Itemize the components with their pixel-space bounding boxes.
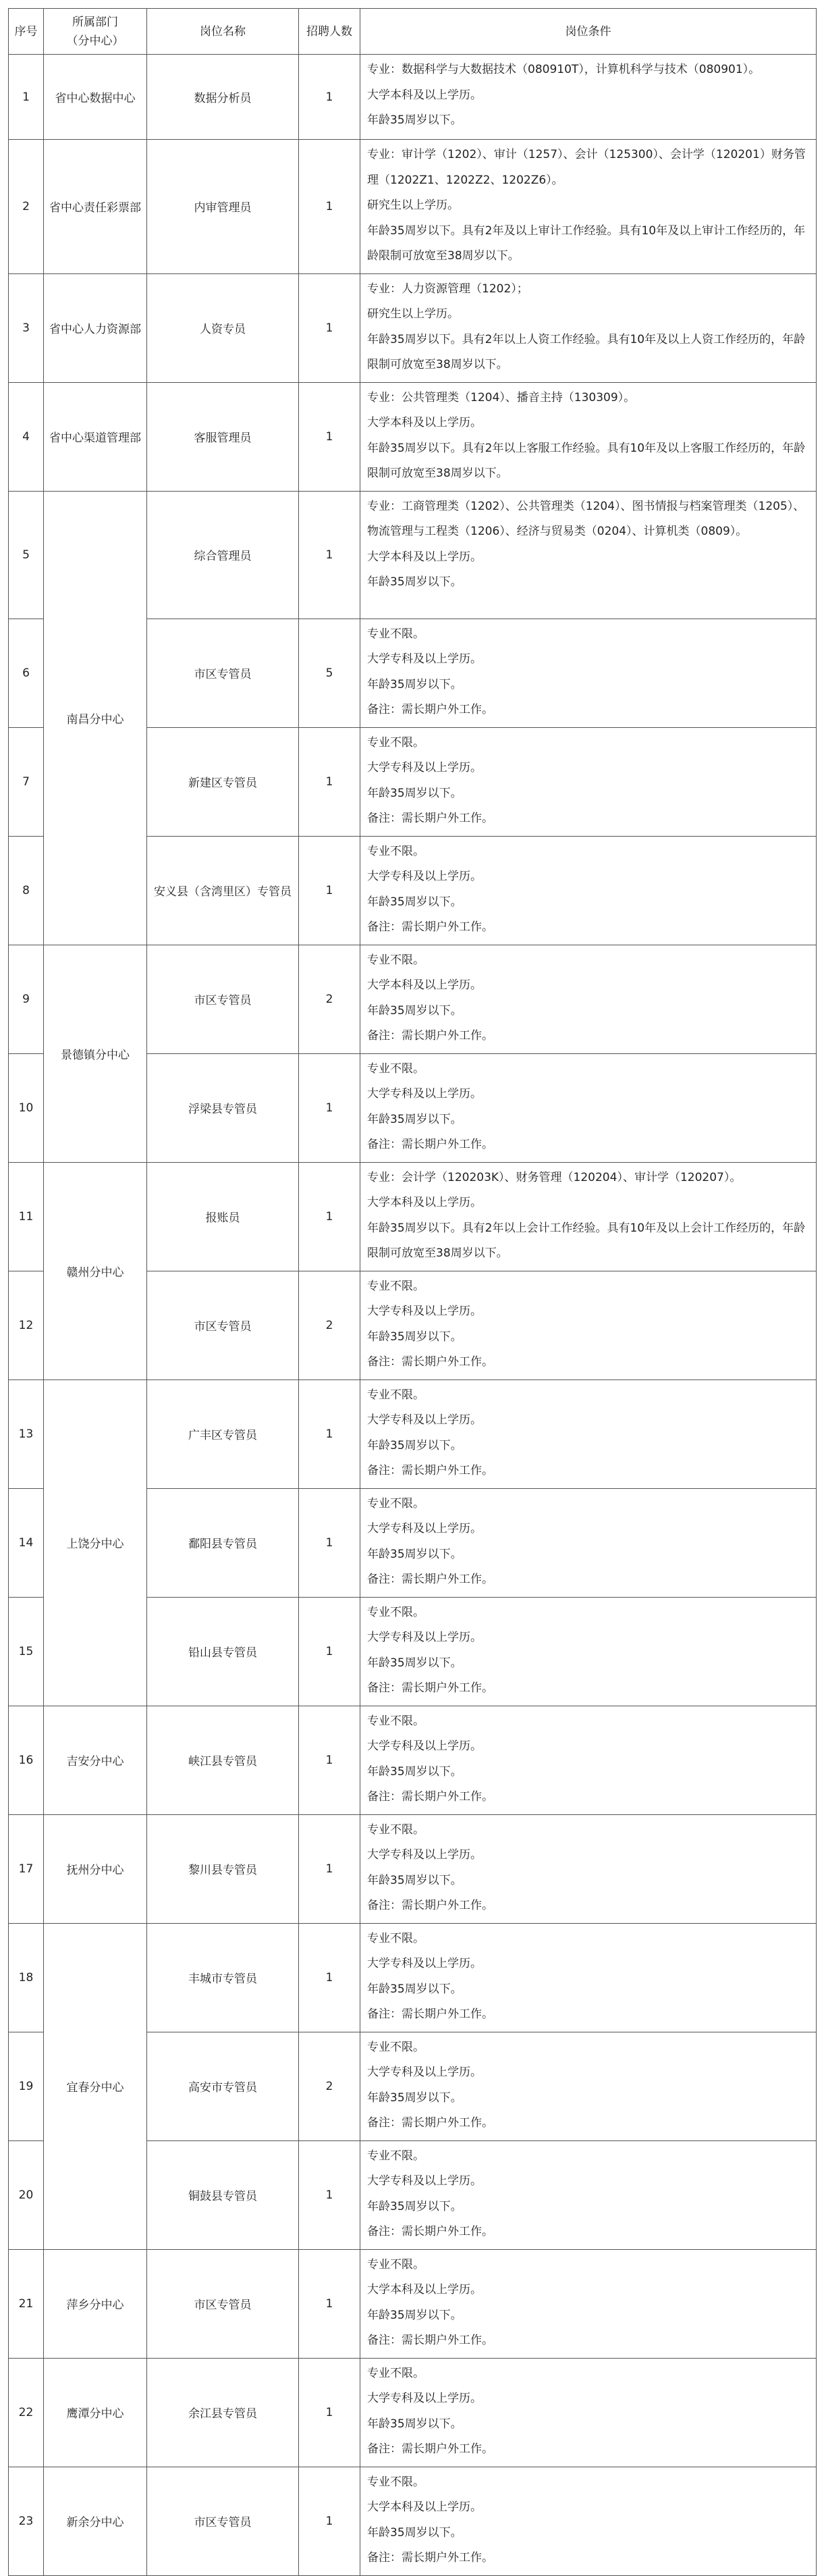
- requirement-line: 专业不限。: [367, 627, 424, 641]
- requirement-line: 年龄35周岁以下。: [367, 2525, 462, 2540]
- headcount-cell: 1: [299, 1053, 360, 1162]
- position-name-cell: 丰城市专管员: [147, 1923, 299, 2032]
- requirement-line: 备注：需长期户外工作。: [367, 2551, 493, 2565]
- headcount-cell: 1: [299, 491, 360, 619]
- requirement-line: 大学本科及以上学历。: [367, 978, 482, 992]
- department-cell: 省中心人力资源部: [44, 273, 147, 382]
- requirement-line: 年龄35周岁以下。: [367, 677, 462, 691]
- headcount-cell: 1: [299, 836, 360, 945]
- requirements-cell: [360, 2249, 817, 2358]
- table-row: [9, 1162, 817, 1271]
- requirement-line: 备注：需长期户外工作。: [367, 1464, 493, 1477]
- position-name-cell: 安义县（含湾里区）专管员: [147, 836, 299, 945]
- requirement-line: 大学本科及以上学历。: [367, 550, 482, 564]
- requirement-line: 专业不限。: [367, 1714, 424, 1728]
- department-cell: 萍乡分中心: [44, 2249, 147, 2358]
- requirement-line: 备注：需长期户外工作。: [367, 1790, 493, 1804]
- position-name-cell: 市区专管员: [147, 945, 299, 1053]
- requirement-line: 年龄35周岁以下。: [367, 895, 462, 909]
- requirement-line: 专业不限。: [367, 1061, 424, 1076]
- serial-number-cell: 23: [9, 2467, 44, 2575]
- headcount-cell: 5: [299, 619, 360, 727]
- table-row: [9, 140, 817, 274]
- requirement-line: 备注：需长期户外工作。: [367, 1355, 493, 1369]
- requirements-cell: [360, 945, 817, 1053]
- position-name-cell: 市区专管员: [147, 1271, 299, 1379]
- requirement-line: 大学专科及以上学历。: [367, 1848, 482, 1862]
- headcount-cell: 1: [299, 2249, 360, 2358]
- requirements-cell: [360, 1488, 817, 1597]
- requirement-line: 备注：需长期户外工作。: [367, 920, 493, 934]
- requirement-line: 年龄35周岁以下。具有2年及以上审计工作经验。具有10年及以上审计工作经历的，年龄限制可放宽至38周岁以下。: [367, 224, 806, 263]
- position-name-cell: 市区专管员: [147, 619, 299, 727]
- requirements-cell: [360, 1053, 817, 1162]
- requirement-line: 专业不限。: [367, 2366, 424, 2380]
- requirement-line: 年龄35周岁以下。: [367, 1982, 462, 1996]
- headcount-cell: 1: [299, 140, 360, 274]
- table-row: [9, 2358, 817, 2467]
- requirement-line: 专业不限。: [367, 1496, 424, 1510]
- requirement-line: 备注：需长期户外工作。: [367, 2116, 493, 2130]
- requirement-line: 年龄35周岁以下。: [367, 1764, 462, 1779]
- requirements-cell: [360, 1162, 817, 1271]
- requirement-line: 备注：需长期户外工作。: [367, 1138, 493, 1151]
- department-cell: 赣州分中心: [44, 1162, 147, 1379]
- department-cell: 省中心渠道管理部: [44, 382, 147, 491]
- requirement-line: 备注：需长期户外工作。: [367, 1681, 493, 1695]
- position-name-cell: 内审管理员: [147, 140, 299, 274]
- serial-number-cell: 17: [9, 1814, 44, 1923]
- requirements-cell: [360, 619, 817, 727]
- requirement-line: 年龄35周岁以下。: [367, 2417, 462, 2431]
- table-row: [9, 491, 817, 619]
- requirements-cell: [360, 1923, 817, 2032]
- header-position-name: 岗位名称: [147, 9, 299, 55]
- requirement-line: 大学专科及以上学历。: [367, 2174, 482, 2188]
- requirements-cell: [360, 727, 817, 836]
- requirements-cell: [360, 1814, 817, 1923]
- requirement-line: 专业不限。: [367, 2149, 424, 2163]
- requirement-line: 年龄35周岁以下。具有2年以上会计工作经验。具有10年及以上会计工作经历的，年龄限制可放宽至38周岁以下。: [367, 1221, 806, 1260]
- serial-number-cell: 14: [9, 1488, 44, 1597]
- serial-number-cell: 8: [9, 836, 44, 945]
- requirement-line: 大学专科及以上学历。: [367, 1631, 482, 1644]
- requirement-line: 大学专科及以上学历。: [367, 1739, 482, 1753]
- requirement-line: 年龄35周岁以下。: [367, 1438, 462, 1452]
- requirement-line: 专业不限。: [367, 2257, 424, 2271]
- requirement-line: 年龄35周岁以下。: [367, 2308, 462, 2322]
- requirement-line: 大学专科及以上学历。: [367, 1305, 482, 1318]
- requirements-cell: [360, 2032, 817, 2140]
- position-name-cell: 市区专管员: [147, 2249, 299, 2358]
- serial-number-cell: 13: [9, 1379, 44, 1488]
- headcount-cell: 1: [299, 1162, 360, 1271]
- requirement-line: 专业不限。: [367, 844, 424, 858]
- serial-number-cell: 5: [9, 491, 44, 619]
- requirements-cell: [360, 836, 817, 945]
- requirement-line: 年龄35周岁以下。: [367, 2091, 462, 2105]
- requirement-line: 专业不限。: [367, 1279, 424, 1293]
- position-name-cell: 高安市专管员: [147, 2032, 299, 2140]
- serial-number-cell: 1: [9, 55, 44, 140]
- requirement-line: 备注：需长期户外工作。: [367, 1899, 493, 1912]
- headcount-cell: 1: [299, 727, 360, 836]
- table-row: [9, 273, 817, 382]
- requirements-cell: [360, 1271, 817, 1379]
- requirements-cell: [360, 273, 817, 382]
- requirement-line: 年龄35周岁以下。: [367, 113, 462, 127]
- header-department: 所属部门 （分中心）: [44, 9, 147, 55]
- requirement-line: 专业：审计学（1202）、审计（1257）、会计（125300）、会计学（120201）财务管理（1202Z1、1202Z2、1202Z6）。: [367, 148, 806, 187]
- department-cell: 省中心数据中心: [44, 55, 147, 140]
- requirement-line: 备注：需长期户外工作。: [367, 2334, 493, 2347]
- requirement-line: 大学专科及以上学历。: [367, 1522, 482, 1535]
- headcount-cell: 1: [299, 1488, 360, 1597]
- header-serial-number: 序号: [9, 9, 44, 55]
- requirement-line: 大学专科及以上学历。: [367, 761, 482, 774]
- requirement-line: 专业：会计学（120203K）、财务管理（120204）、审计学（120207）。: [367, 1170, 742, 1184]
- table-row: [9, 1379, 817, 1488]
- serial-number-cell: 12: [9, 1271, 44, 1379]
- requirements-cell: [360, 55, 817, 140]
- table-row: [9, 55, 817, 140]
- requirement-line: 年龄35周岁以下。: [367, 1112, 462, 1126]
- requirement-line: 专业不限。: [367, 2040, 424, 2054]
- requirement-line: 备注：需长期户外工作。: [367, 703, 493, 716]
- requirement-line: 大学专科及以上学历。: [367, 1087, 482, 1101]
- serial-number-cell: 16: [9, 1706, 44, 1814]
- requirement-line: 专业不限。: [367, 2475, 424, 2489]
- requirement-line: 年龄35周岁以下。: [367, 1330, 462, 1344]
- requirement-line: 专业不限。: [367, 1931, 424, 1945]
- requirement-line: 备注：需长期户外工作。: [367, 1029, 493, 1043]
- requirement-line: 大学专科及以上学历。: [367, 2392, 482, 2405]
- requirement-line: 年龄35周岁以下。: [367, 575, 462, 589]
- table-header-row: [9, 9, 817, 55]
- requirement-line: 年龄35周岁以下。具有2年以上人资工作经验。具有10年及以上人资工作经历的，年龄限制可放宽至38周岁以下。: [367, 332, 806, 371]
- department-cell: 鹰潭分中心: [44, 2358, 147, 2467]
- requirement-line: 大学本科及以上学历。: [367, 1196, 482, 1209]
- serial-number-cell: 18: [9, 1923, 44, 2032]
- requirement-line: 年龄35周岁以下。: [367, 1656, 462, 1670]
- headcount-cell: 1: [299, 1379, 360, 1488]
- requirement-line: 备注：需长期户外工作。: [367, 2225, 493, 2238]
- serial-number-cell: 22: [9, 2358, 44, 2467]
- department-cell: 吉安分中心: [44, 1706, 147, 1814]
- headcount-cell: 1: [299, 382, 360, 491]
- requirement-line: 大学专科及以上学历。: [367, 1957, 482, 1970]
- requirement-line: 专业：数据科学与大数据技术（080910T），计算机科学与技术（080901）。: [367, 63, 761, 76]
- headcount-cell: 1: [299, 2467, 360, 2575]
- serial-number-cell: 9: [9, 945, 44, 1053]
- serial-number-cell: 7: [9, 727, 44, 836]
- position-name-cell: 广丰区专管员: [147, 1379, 299, 1488]
- department-cell: 抚州分中心: [44, 1814, 147, 1923]
- requirement-line: 专业不限。: [367, 953, 424, 967]
- position-name-cell: 新建区专管员: [147, 727, 299, 836]
- serial-number-cell: 21: [9, 2249, 44, 2358]
- requirement-line: 备注：需长期户外工作。: [367, 2442, 493, 2456]
- requirement-line: 大学专科及以上学历。: [367, 652, 482, 666]
- requirements-cell: [360, 140, 817, 274]
- headcount-cell: 1: [299, 1597, 360, 1706]
- serial-number-cell: 2: [9, 140, 44, 274]
- requirements-cell: [360, 1379, 817, 1488]
- headcount-cell: 1: [299, 2140, 360, 2249]
- requirements-cell: [360, 2358, 817, 2467]
- requirement-line: 专业：人力资源管理（1202）；: [367, 282, 528, 296]
- serial-number-cell: 10: [9, 1053, 44, 1162]
- serial-number-cell: 20: [9, 2140, 44, 2249]
- position-name-cell: 浮梁县专管员: [147, 1053, 299, 1162]
- headcount-cell: 1: [299, 55, 360, 140]
- position-name-cell: 余江县专管员: [147, 2358, 299, 2467]
- requirements-cell: [360, 382, 817, 491]
- position-name-cell: 峡江县专管员: [147, 1706, 299, 1814]
- requirement-line: 备注：需长期户外工作。: [367, 1573, 493, 1586]
- requirement-line: 专业：工商管理类（1202）、公共管理类（1204）、图书情报与档案管理类（1205）、物流管理与工程类（1206）、经济与贸易类（0204）、计算机类（0809）。: [367, 499, 805, 538]
- requirements-cell: [360, 1597, 817, 1706]
- requirement-line: 大学本科及以上学历。: [367, 2283, 482, 2296]
- requirement-line: 年龄35周岁以下。: [367, 1547, 462, 1561]
- requirement-line: 备注：需长期户外工作。: [367, 2007, 493, 2021]
- requirement-line: 年龄35周岁以下。: [367, 2199, 462, 2213]
- requirements-cell: [360, 2467, 817, 2575]
- requirements-cell: [360, 2140, 817, 2249]
- requirements-cell: [360, 1706, 817, 1814]
- headcount-cell: 2: [299, 1271, 360, 1379]
- headcount-cell: 1: [299, 273, 360, 382]
- requirement-line: 大学专科及以上学历。: [367, 870, 482, 883]
- position-name-cell: 铅山县专管员: [147, 1597, 299, 1706]
- requirement-line: 年龄35周岁以下。: [367, 786, 462, 800]
- headcount-cell: 1: [299, 1923, 360, 2032]
- table-row: [9, 2467, 817, 2575]
- serial-number-cell: 6: [9, 619, 44, 727]
- position-name-cell: 铜鼓县专管员: [147, 2140, 299, 2249]
- department-cell: 新余分中心: [44, 2467, 147, 2575]
- position-name-cell: 综合管理员: [147, 491, 299, 619]
- serial-number-cell: 19: [9, 2032, 44, 2140]
- department-cell: 南昌分中心: [44, 491, 147, 945]
- requirement-line: 年龄35周岁以下。: [367, 1003, 462, 1018]
- department-cell: 宜春分中心: [44, 1923, 147, 2249]
- serial-number-cell: 11: [9, 1162, 44, 1271]
- requirement-line: 专业不限。: [367, 1388, 424, 1402]
- requirement-line: 专业不限。: [367, 735, 424, 750]
- serial-number-cell: 4: [9, 382, 44, 491]
- table-row: [9, 2249, 817, 2358]
- department-cell: 省中心责任彩票部: [44, 140, 147, 274]
- requirement-line: 年龄35周岁以下。具有2年以上客服工作经验。具有10年及以上客服工作经历的，年龄限制可放宽至38周岁以下。: [367, 441, 806, 480]
- requirement-line: 大学本科及以上学历。: [367, 2500, 482, 2514]
- table-row: [9, 1923, 817, 2032]
- header-headcount: 招聘人数: [299, 9, 360, 55]
- requirement-line: 年龄35周岁以下。: [367, 1873, 462, 1887]
- requirement-line: 研究生以上学历。: [367, 307, 459, 321]
- headcount-cell: 1: [299, 1814, 360, 1923]
- requirements-cell: [360, 491, 817, 619]
- headcount-cell: 1: [299, 1706, 360, 1814]
- requirement-line: 专业：公共管理类（1204）、播音主持（130309）。: [367, 390, 636, 404]
- position-name-cell: 人资专员: [147, 273, 299, 382]
- department-cell: 上饶分中心: [44, 1379, 147, 1706]
- requirement-line: 专业不限。: [367, 1822, 424, 1837]
- position-name-cell: 鄱阳县专管员: [147, 1488, 299, 1597]
- header-requirements: 岗位条件: [360, 9, 817, 55]
- requirement-line: 备注：需长期户外工作。: [367, 812, 493, 825]
- table-row: [9, 382, 817, 491]
- table-row: [9, 1814, 817, 1923]
- position-name-cell: 报账员: [147, 1162, 299, 1271]
- requirement-line: 研究生以上学历。: [367, 199, 459, 212]
- headcount-cell: 2: [299, 945, 360, 1053]
- serial-number-cell: 15: [9, 1597, 44, 1706]
- table-row: [9, 945, 817, 1053]
- position-name-cell: 市区专管员: [147, 2467, 299, 2575]
- requirement-line: 大学专科及以上学历。: [367, 2066, 482, 2079]
- requirement-line: 大学专科及以上学历。: [367, 1413, 482, 1427]
- position-name-cell: 客服管理员: [147, 382, 299, 491]
- headcount-cell: 2: [299, 2032, 360, 2140]
- department-cell: 景德镇分中心: [44, 945, 147, 1162]
- requirement-line: 专业不限。: [367, 1605, 424, 1619]
- requirement-line: 大学本科及以上学历。: [367, 88, 482, 102]
- headcount-cell: 1: [299, 2358, 360, 2467]
- requirement-line: 大学本科及以上学历。: [367, 416, 482, 429]
- position-name-cell: 黎川县专管员: [147, 1814, 299, 1923]
- table-row: [9, 1706, 817, 1814]
- recruitment-table: [8, 8, 817, 2576]
- position-name-cell: 数据分析员: [147, 55, 299, 140]
- table-body: [9, 55, 817, 2576]
- serial-number-cell: 3: [9, 273, 44, 382]
